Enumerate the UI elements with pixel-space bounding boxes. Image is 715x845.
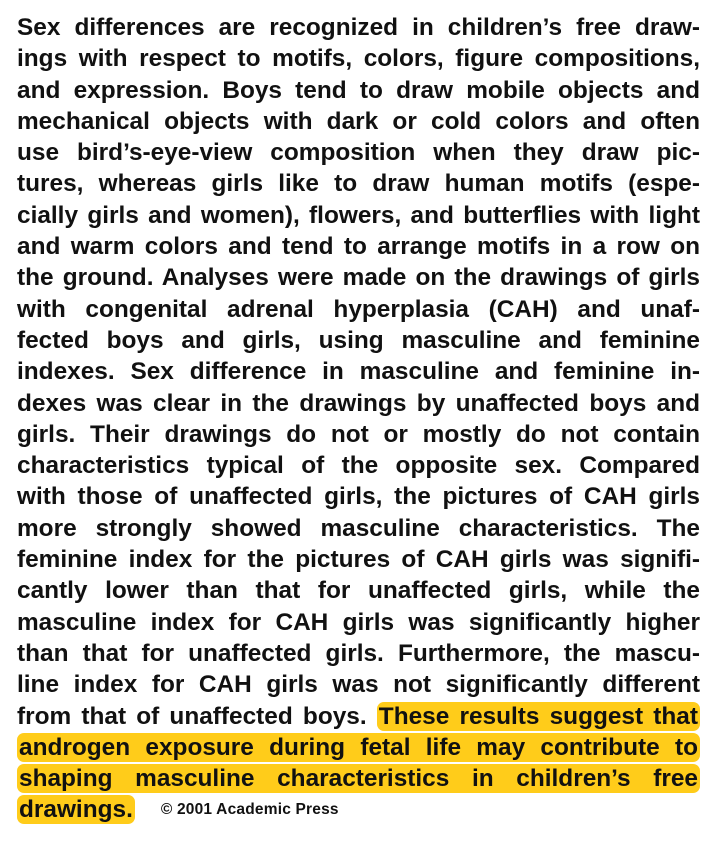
- text-line-10: with congenital adrenal hyperplasia (CAH) and unaf-: [17, 295, 700, 323]
- text-line-1: Sex differences are recognized in children’s free draw-: [17, 14, 700, 41]
- text-segment-plain: from that of unaffected boys.: [17, 702, 367, 730]
- text-line-16: with those of unaffected girls, the pictures of CAH girls: [17, 483, 700, 511]
- text-line-2: ings with respect to motifs, colors, figure compositions,: [17, 45, 700, 73]
- text-line-3: and expression. Boys tend to draw mobile objects and: [17, 76, 700, 104]
- text-line-23: [17, 701, 700, 732]
- text-line-14: girls. Their drawings do not or mostly do not contain: [17, 420, 700, 448]
- highlight-segment: androgen exposure during fetal life may contribute to: [19, 733, 698, 761]
- text-line-20: masculine index for CAH girls was significantly higher: [17, 608, 700, 636]
- abstract-text: [17, 12, 700, 826]
- highlight-segment: shaping masculine characteristics in children’s free: [19, 765, 698, 793]
- text-line-5: use bird’s-eye-view composition when they draw pic-: [17, 139, 700, 167]
- text-line-18: feminine index for the pictures of CAH girls was signifi-: [17, 546, 700, 574]
- text-line-11: fected boys and girls, using masculine and feminine: [17, 326, 700, 354]
- text-line-24: [17, 732, 700, 763]
- copyright-notice: © 2001 Academic Press: [160, 801, 339, 819]
- text-line-13: dexes was clear in the drawings by unaffected boys and: [17, 389, 700, 417]
- text-line-25: [17, 763, 700, 794]
- text-line-26: [17, 794, 700, 825]
- text-line-19: cantly lower than that for unaffected girls, while the: [17, 577, 700, 605]
- text-line-17: more strongly showed masculine characteristics. The: [17, 514, 700, 542]
- text-line-22: line index for CAH girls was not significantly different: [17, 671, 700, 699]
- text-line-6: tures, whereas girls like to draw human motifs (espe-: [17, 170, 700, 198]
- highlight-segment: These results suggest that: [378, 702, 698, 730]
- text-line-7: cially girls and women), flowers, and butterflies with light: [17, 201, 700, 229]
- text-line-8: and warm colors and tend to arrange motifs in a row on: [17, 233, 700, 261]
- highlight-segment: drawings.: [19, 796, 133, 824]
- text-line-15: characteristics typical of the opposite sex. Compared: [17, 452, 700, 480]
- text-line-12: indexes. Sex difference in masculine and feminine in-: [17, 358, 700, 386]
- text-line-21: than that for unaffected girls. Furthermore, the mascu-: [17, 639, 700, 667]
- text-line-4: mechanical objects with dark or cold colors and often: [17, 107, 700, 135]
- text-line-9: the ground. Analyses were made on the drawings of girls: [17, 264, 700, 292]
